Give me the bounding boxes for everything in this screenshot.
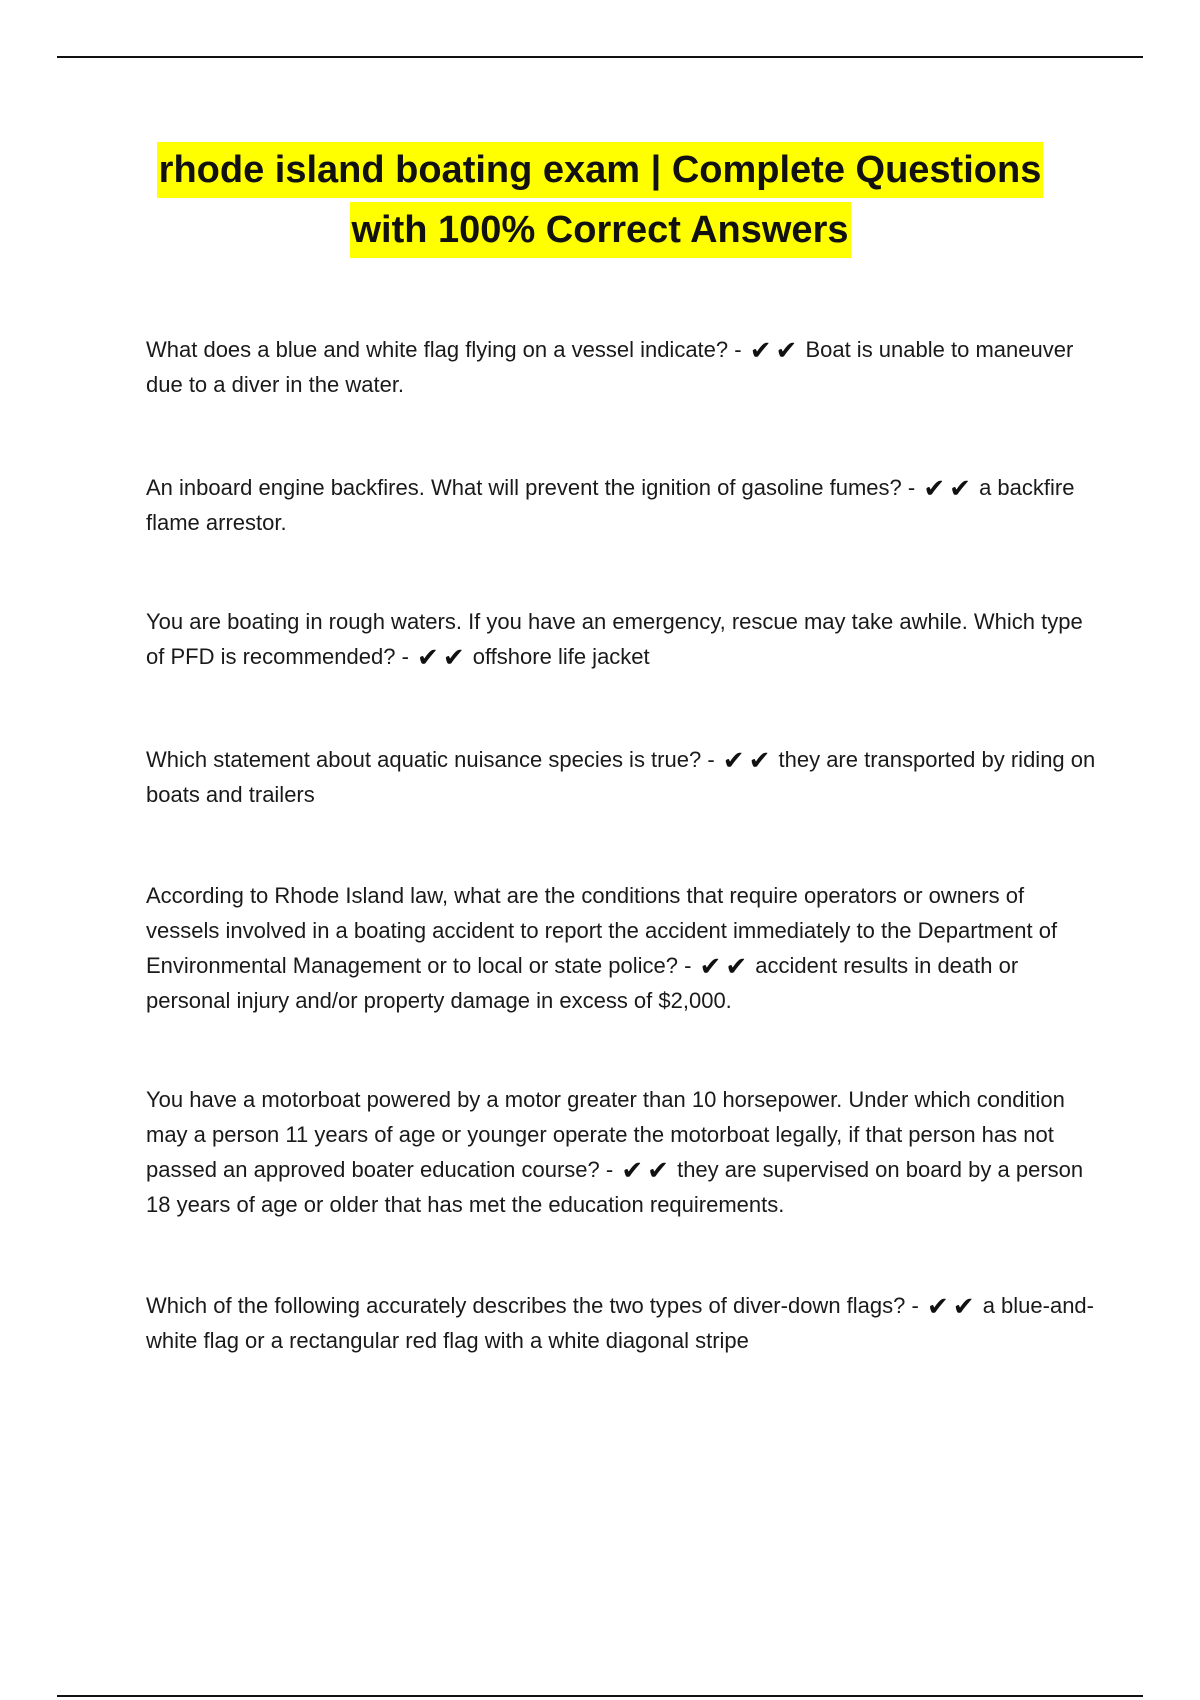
answer-text: they are supervised on board by a person 18 years of age or older that has met the education requirements. — [146, 1157, 1084, 1217]
checkmark-icon: ✔ — [725, 951, 748, 981]
question-text: An inboard engine backfires. What will prevent the ignition of gasoline fumes? — [146, 475, 902, 500]
qa-item-3 — [146, 604, 1096, 674]
title-line-2: with 100% Correct Answers — [350, 202, 851, 258]
checkmark-icon: ✔ — [722, 745, 745, 775]
separator: - — [605, 1157, 614, 1182]
separator: - — [907, 475, 916, 500]
qa-item-1 — [146, 332, 1096, 402]
checkmark-icon: ✔ — [647, 1155, 669, 1185]
document-title — [100, 140, 1100, 260]
question-text: You have a motorboat powered by a motor greater than 10 horsepower. Under which condition may a person 11 years of age or younger operate the motorboat legally, if that person has not passed an approved boater education course? — [146, 1087, 1065, 1182]
qa-item-5 — [146, 878, 1096, 1018]
question-text: You are boating in rough waters. If you have an emergency, rescue may take awhile. Which type of PFD is recommended? — [146, 609, 1083, 669]
qa-item-6 — [146, 1082, 1096, 1222]
qa-list — [146, 332, 1096, 1358]
answer-text: Boat is unable to maneuver due to a diver in the water. — [146, 337, 1074, 397]
question-text: According to Rhode Island law, what are the conditions that require operators or owners of vessels involved in a boating accident to report the accident immediately to the Department of Environmental Management or to local or state police? — [146, 883, 1058, 978]
checkmark-icon: ✔ — [923, 473, 946, 503]
checkmark-icon: ✔ — [417, 642, 439, 672]
question-text: Which of the following accurately describes the two types of diver-down flags? — [146, 1293, 906, 1318]
separator: - — [734, 337, 742, 362]
checkmark-icon: ✔ — [748, 745, 771, 775]
title-line-1: rhode island boating exam | Complete Questions — [157, 142, 1044, 198]
checkmark-icon: ✔ — [952, 1291, 975, 1321]
answer-text: offshore life jacket — [472, 644, 650, 669]
checkmark-icon: ✔ — [749, 335, 772, 365]
answer-text: a blue-and-white flag or a rectangular red flag with a white diagonal stripe — [146, 1293, 1094, 1353]
answer-text: a backfire flame arrestor. — [146, 475, 1075, 535]
top-rule — [57, 56, 1143, 58]
checkmark-icon: ✔ — [949, 473, 971, 503]
checkmark-icon: ✔ — [621, 1155, 644, 1185]
separator: - — [684, 953, 692, 978]
bottom-rule — [57, 1695, 1143, 1697]
qa-item-7 — [146, 1288, 1096, 1358]
checkmark-icon: ✔ — [926, 1291, 949, 1321]
checkmark-icon: ✔ — [775, 335, 798, 365]
question-text: Which statement about aquatic nuisance species is true? — [146, 747, 702, 772]
separator: - — [911, 1293, 919, 1318]
qa-item-4 — [146, 742, 1096, 812]
answer-text: they are transported by riding on boats and trailers — [146, 747, 1096, 807]
qa-item-2 — [146, 470, 1096, 540]
question-text: What does a blue and white flag flying on a vessel indicate? — [146, 337, 729, 362]
checkmark-icon: ✔ — [699, 951, 722, 981]
separator: - — [401, 644, 409, 669]
answer-text: accident results in death or personal injury and/or property damage in excess of $2,000. — [146, 953, 1019, 1013]
checkmark-icon: ✔ — [442, 642, 465, 672]
separator: - — [707, 747, 715, 772]
